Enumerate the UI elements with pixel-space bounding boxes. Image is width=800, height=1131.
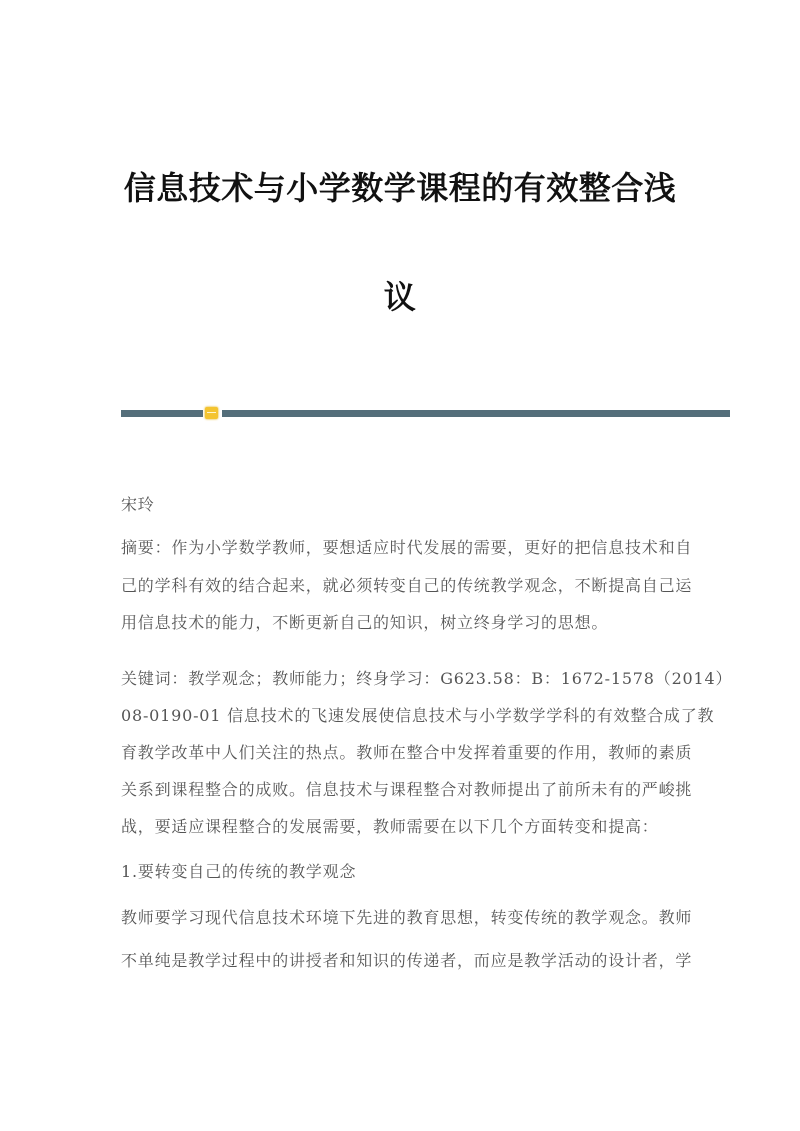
body-line: 不单纯是教学过程中的讲授者和知识的传递者，而应是教学活动的设计者，学 <box>121 951 693 970</box>
body-line: 教师要学习现代信息技术环境下先进的教育思想，转变传统的教学观念。教师 <box>121 908 693 927</box>
body-line: 育教学改革中人们关注的热点。教师在整合中发挥着重要的作用，教师的素质 <box>121 743 693 762</box>
abstract-line: 己的学科有效的结合起来，就必须转变自己的传统教学观念，不断提高自己运 <box>121 576 693 595</box>
body-line: 战，要适应课程整合的发展需要，教师需要在以下几个方面转变和提高： <box>121 817 659 836</box>
document-title-line-2: 议 <box>383 278 417 316</box>
abstract-line: 摘要：作为小学数学教师，要想适应时代发展的需要，更好的把信息技术和自 <box>121 538 693 557</box>
body-line: 08-0190-01 信息技术的飞速发展使信息技术与小学数学学科的有效整合成了教 <box>121 706 715 725</box>
abstract-line: 用信息技术的能力，不断更新自己的知识，树立终身学习的思想。 <box>121 613 609 632</box>
author: 宋玲 <box>121 495 155 514</box>
title-divider-right <box>222 410 730 417</box>
body-line: 关系到课程整合的成败。信息技术与课程整合对教师提出了前所未有的严峻挑 <box>121 780 693 799</box>
section-heading: 1.要转变自己的传统的教学观念 <box>121 862 357 881</box>
title-divider-left <box>121 410 203 417</box>
document-title-line-1: 信息技术与小学数学课程的有效整合浅 <box>123 169 677 207</box>
keywords-line: 关键词：教学观念；教师能力；终身学习：G623.58：B：1672-1578（2014） <box>121 669 733 688</box>
divider-ornament-icon <box>205 407 218 419</box>
